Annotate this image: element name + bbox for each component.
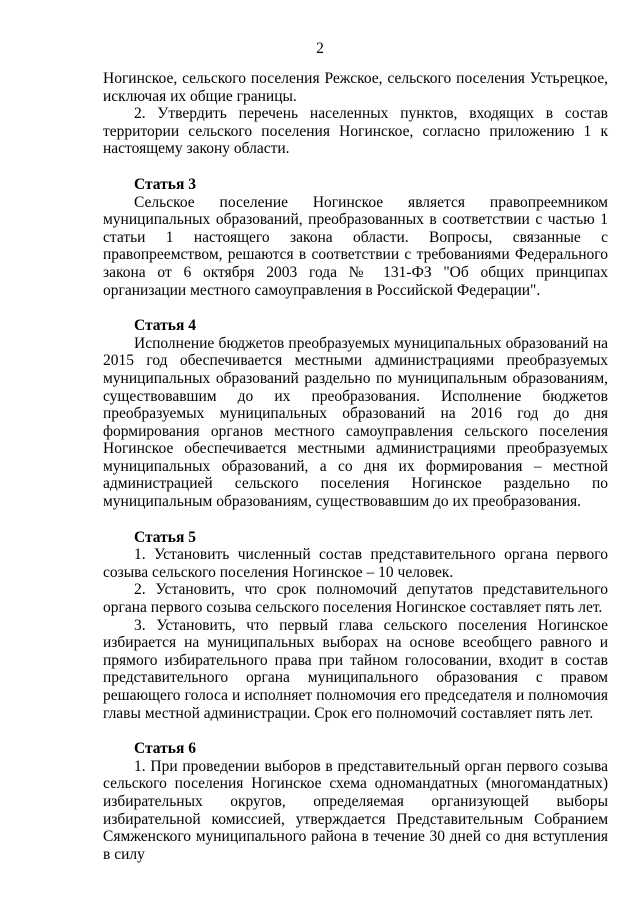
document-body bbox=[103, 70, 608, 863]
paragraph-spacer bbox=[103, 511, 608, 529]
paragraph: Ногинское, сельского поселения Режское, сельского поселения Устьрецкое, исключая их общие границы. bbox=[103, 70, 608, 105]
page-number: 2 bbox=[316, 40, 324, 57]
paragraph: 1. Установить численный состав представительного органа первого созыва сельского поселения Ногинское – 10 человек. bbox=[103, 546, 608, 581]
article-title: Статья 6 bbox=[134, 740, 196, 758]
paragraph: 1. При проведении выборов в представительный орган первого созыва сельского поселения Ногинское схема одномандатных (многомандатных) избирательных округов, определяемая организующей выборы избирательной комиссией, утверждается Представительным Собранием Сямженского муниципального района в течение 30 дней со дня вступления в силу bbox=[103, 757, 608, 863]
paragraph: 3. Установить, что первый глава сельского поселения Ногинское избирается на муниципальных выборах на основе всеобщего равного и прямого избирательного права при тайном голосовании, входит в состав представительного органа муниципального образования с правом решающего голоса и исполняет полномочия его председателя и полномочия главы местной администрации. Срок его полномочий составляет пять лет. bbox=[103, 616, 608, 722]
paragraph: Исполнение бюджетов преобразуемых муниципальных образований на 2015 год обеспечивается местными администрациями преобразуемых муниципальных образований раздельно по муниципальным образованиям, существовавшим до их преобразования. Исполнение бюджетов преобразуемых муниципальных образований на 2016 год до дня формирования органов местного самоуправления сельского поселения Ногинское обеспечивается местными администрациями преобразуемых муниципальных образований, а со дня их формирования – местной администрацией сельского поселения Ногинское раздельно по муниципальным образованиям, существовавшим до их преобразования. bbox=[103, 334, 608, 511]
paragraph: 2. Установить, что срок полномочий депутатов представительного органа первого созыва сельского поселения Ногинское составляет пять лет. bbox=[103, 581, 608, 617]
article-title: Статья 5 bbox=[134, 528, 196, 546]
paragraph-spacer bbox=[103, 158, 608, 176]
article-title: Статья 3 bbox=[134, 175, 196, 193]
article-title: Статья 4 bbox=[134, 317, 196, 335]
paragraph: 2. Утвердить перечень населенных пунктов, входящих в состав территории сельского поселения Ногинское, согласно приложению 1 к настоящему закону области. bbox=[103, 105, 608, 158]
paragraph: Сельское поселение Ногинское является правопреемником муниципальных образований, преобразованных в соответствии с частью 1 статьи 1 настоящего закона области. Вопросы, связанные с правопреемством, решаются в соответствии с требованиями Федерального закона от 6 октября 2003 года № 131-ФЗ "Об общих принципах организации местного самоуправления в Российской Федерации". bbox=[103, 193, 608, 299]
paragraph-spacer bbox=[103, 722, 608, 740]
paragraph-spacer bbox=[103, 299, 608, 317]
